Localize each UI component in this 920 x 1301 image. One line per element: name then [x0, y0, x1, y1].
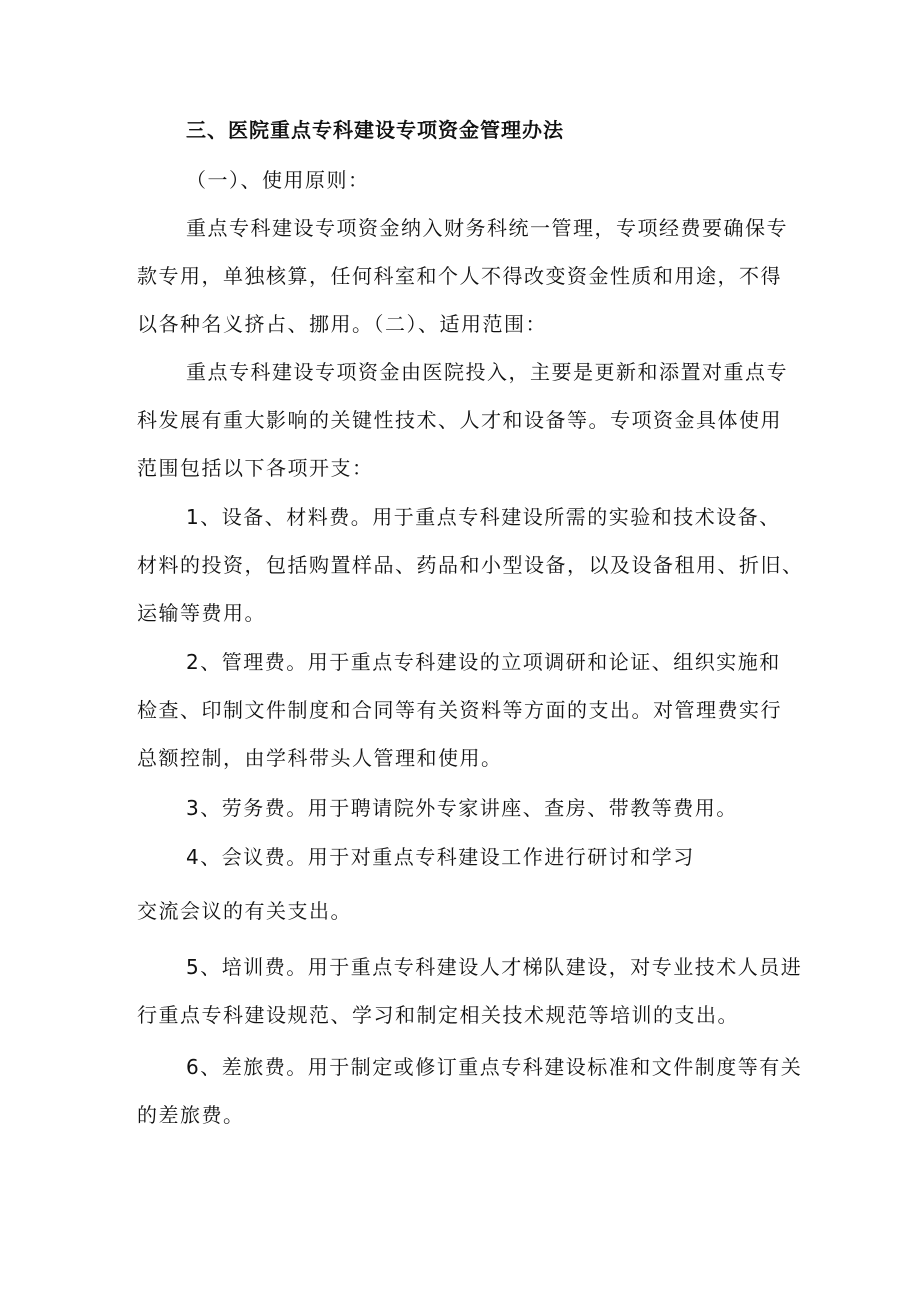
section-heading: （一）、使用原则： [186, 168, 370, 192]
list-item-line: 1、设备、材料费。用于重点专科建设所需的实验和技术设备、 [186, 505, 781, 529]
paragraph-line: 科发展有重大影响的关键性技术、人才和设备等。专项资金具体使用 [137, 408, 782, 432]
list-item-line: 6、差旅费。用于制定或修订重点专科建设标准和文件制度等有关 [186, 1055, 803, 1079]
list-item-line: 2、管理费。用于重点专科建设的立项调研和论证、组织实施和 [186, 650, 781, 674]
list-item-line: 总额控制，由学科带头人管理和使用。 [137, 746, 503, 770]
list-item-line: 材料的投资，包括购置样品、药品和小型设备，以及设备租用、折旧、 [137, 553, 804, 577]
document-title: 三、医院重点专科建设专项资金管理办法 [186, 118, 564, 142]
list-item-line: 运输等费用。 [137, 601, 266, 625]
paragraph-line: 款专用，单独核算，任何科室和个人不得改变资金性质和用途，不得 [137, 264, 782, 288]
paragraph-line: 重点专科建设专项资金由医院投入，主要是更新和添置对重点专 [186, 360, 788, 384]
paragraph-line: 重点专科建设专项资金纳入财务科统一管理，专项经费要确保专 [186, 216, 788, 240]
list-item-line: 交流会议的有关支出。 [137, 899, 352, 923]
list-item-line: 3、劳务费。用于聘请院外专家讲座、查房、带教等费用。 [186, 796, 738, 820]
paragraph-line: 范围包括以下各项开支： [137, 456, 374, 480]
list-item-line: 检查、印制文件制度和合同等有关资料等方面的支出。对管理费实行 [137, 698, 782, 722]
list-item-line: 5、培训费。用于重点专科建设人才梯队建设，对专业技术人员进 [186, 955, 803, 979]
list-item-line: 行重点专科建设规范、学习和制定相关技术规范等培训的支出。 [137, 1003, 739, 1027]
list-item-line: 4、会议费。用于对重点专科建设工作进行研讨和学习 [186, 845, 695, 869]
paragraph-line: 以各种名义挤占、挪用。（二）、适用范围： [137, 312, 547, 336]
list-item-line: 的差旅费。 [137, 1103, 245, 1127]
